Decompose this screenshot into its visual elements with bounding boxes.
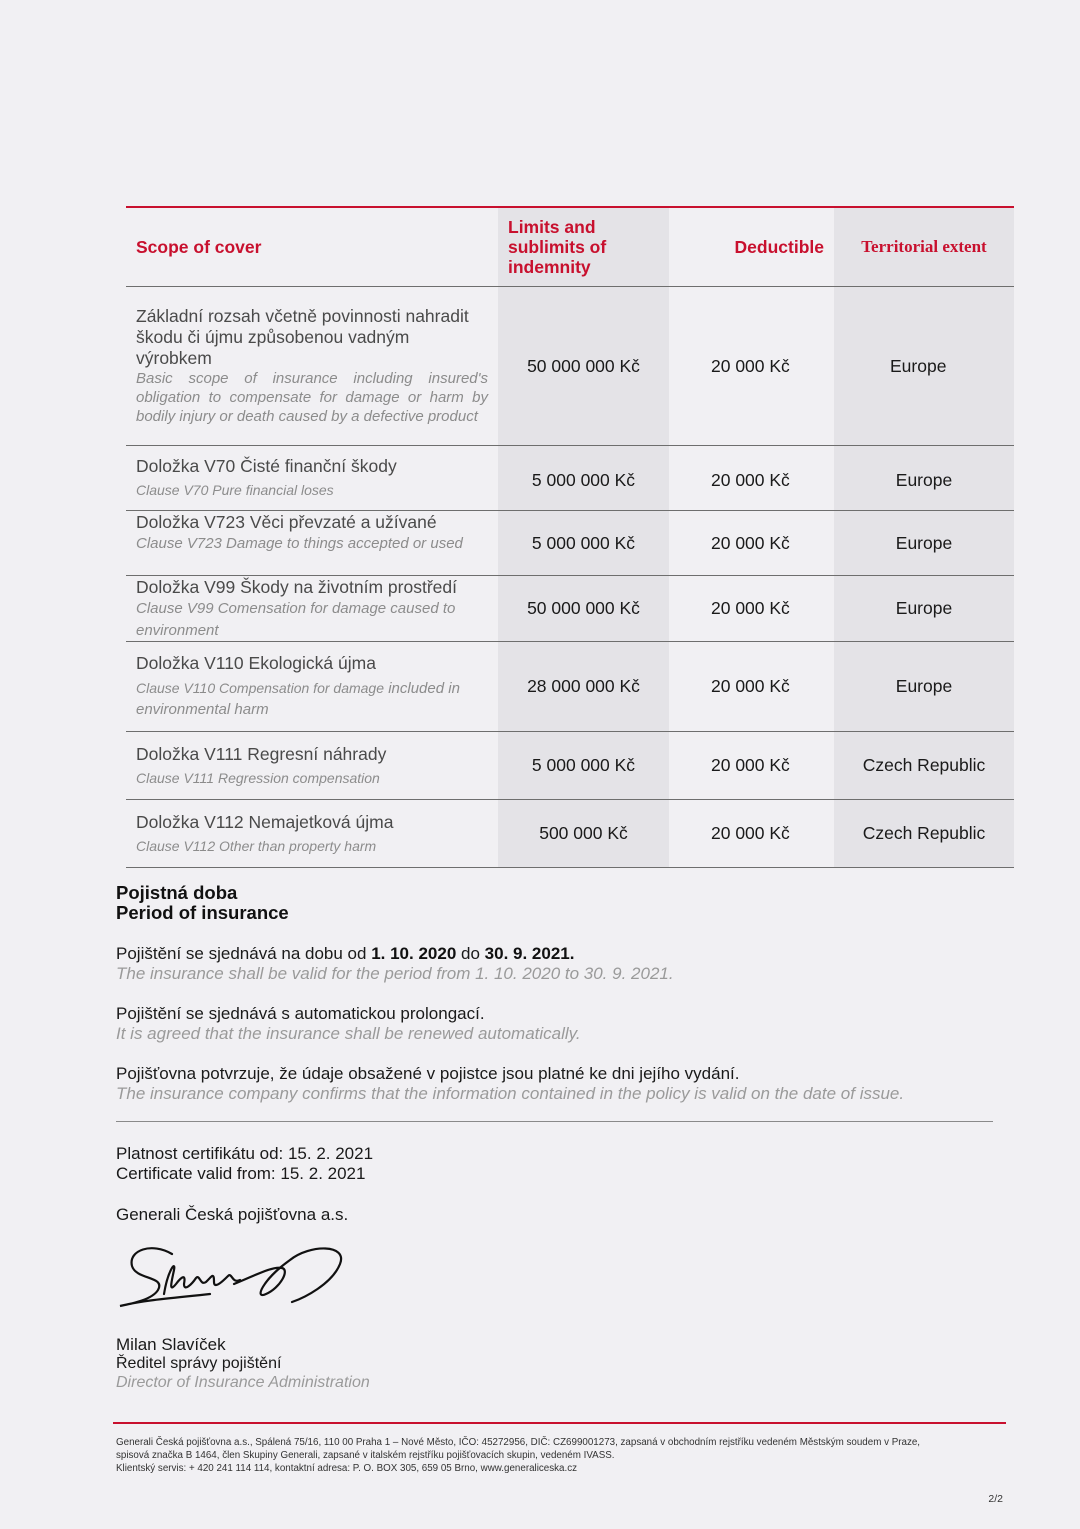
scope-en: Clause V111 Regression compensation xyxy=(136,769,380,786)
signer-title-cz: Ředitel správy pojištění xyxy=(116,1355,282,1372)
deductible-value: 20 000 Kč xyxy=(711,355,790,376)
table-row xyxy=(126,446,1014,511)
signature-image xyxy=(114,1240,354,1312)
scope-en: Clause V723 Damage to things accepted or used xyxy=(136,535,463,552)
scope-cz: Základní rozsah včetně povinnosti nahradit škodu či újmu způsobenou vadným výrobkem xyxy=(136,306,469,368)
territory-value: Europe xyxy=(895,469,953,490)
territory-value: Europe xyxy=(895,598,953,618)
signer-title-en: Director of Insurance Administration xyxy=(116,1374,370,1391)
deductible-value: 20 000 Kč xyxy=(711,532,790,553)
scope-en: Clause V70 Pure financial loses xyxy=(136,482,334,498)
limit-value: 5 000 000 Kč xyxy=(531,532,636,553)
header-scope: Scope of cover xyxy=(136,236,262,257)
territory-value: Czech Republic xyxy=(862,755,986,775)
limit-value: 50 000 000 Kč xyxy=(527,355,640,376)
table-row xyxy=(126,642,1014,732)
scope-en-part1: Clause V110 Compensation for damage xyxy=(136,680,385,696)
scope-en: Clause V112 Other than property harm xyxy=(136,837,377,854)
company-name: Generali Česká pojišťovna a.s. xyxy=(116,1205,349,1224)
date-from: 1. 10. 2020 xyxy=(371,944,457,963)
limit-value: 5 000 000 Kč xyxy=(531,469,636,490)
confirmation-cz: Pojišťovna potvrzuje, že údaje obsažené v pojistce jsou platné ke dni jejího vydání. xyxy=(116,1064,740,1083)
deductible-value: 20 000 Kč xyxy=(711,598,790,618)
territory-value: Europe xyxy=(895,676,953,696)
footer-line-1: Generali Česká pojišťovna a.s., Spálená 75/16, 110 00 Praha 1 – Nové Město, IČO: 45272956, DIČ: CZ699001273, zapsaná v obchodním rejstříku vedeném Městským soudem v Praze, xyxy=(116,1437,921,1448)
deductible-value: 20 000 Kč xyxy=(711,676,790,696)
territory-value: Czech Republic xyxy=(862,823,986,843)
footer xyxy=(116,1436,996,1475)
table-row xyxy=(126,511,1014,576)
table-row xyxy=(126,800,1014,868)
deductible-value: 20 000 Kč xyxy=(711,469,790,490)
date-to: 30. 9. 2021. xyxy=(484,944,575,963)
table-row xyxy=(126,576,1014,642)
confirmation-en: The insurance company confirms that the information contained in the policy is valid on the date of issue. xyxy=(116,1084,905,1103)
scope-of-cover-table xyxy=(126,206,1014,868)
footer-divider xyxy=(113,1422,1006,1424)
scope-en: Clause V99 Comensation for damage caused to environment xyxy=(136,600,456,639)
scope-en-part2: included in environmental harm xyxy=(136,680,460,718)
period-paragraph-cz: Pojištění se sjednává na dobu od 1. 10. 2020 do 30. 9. 2021. xyxy=(116,944,575,963)
deductible-value: 20 000 Kč xyxy=(711,823,790,843)
scope-en: Basic scope of insurance including insured's obligation to compensate for damage or harm by bodily injury or death caused by a defective product xyxy=(136,370,488,425)
territory-value: Europe xyxy=(895,532,953,553)
prolongation-en: It is agreed that the insurance shall be renewed automatically. xyxy=(116,1024,581,1043)
table-row xyxy=(126,732,1014,800)
certificate-valid-en: Certificate valid from: 15. 2. 2021 xyxy=(116,1164,366,1183)
territory-value: Europe xyxy=(890,355,947,376)
limit-value: 50 000 000 Kč xyxy=(527,598,640,618)
page-number: 2/2 xyxy=(988,1493,1003,1505)
divider xyxy=(116,1121,993,1122)
prolongation-cz: Pojištění se sjednává s automatickou prolongací. xyxy=(116,1004,485,1023)
scope-cz: Doložka V99 Škody na životním prostředí xyxy=(136,577,457,597)
scope-cz: Doložka V110 Ekologická újma xyxy=(136,653,376,673)
limit-value: 500 000 Kč xyxy=(539,823,628,843)
scope-cz: Doložka V70 Čisté finanční škody xyxy=(136,456,397,476)
period-heading-en: Period of insurance xyxy=(116,902,289,923)
scope-cz: Doložka V111 Regresní náhrady xyxy=(136,743,387,764)
table-header-row xyxy=(126,208,1014,287)
scope-cz: Doložka V723 Věci převzaté a užívané xyxy=(136,512,437,532)
header-deductible: Deductible xyxy=(734,236,824,257)
limit-value: 28 000 000 Kč xyxy=(527,676,640,696)
signer-name: Milan Slavíček xyxy=(116,1335,226,1354)
footer-line-3: Klientský servis: + 420 241 114 114, kontaktní adresa: P. O. BOX 305, 659 05 Brno, www.generaliceska.cz xyxy=(116,1463,577,1474)
table-row xyxy=(126,287,1014,446)
header-territory: Territorial extent xyxy=(861,237,987,256)
header-limits: Limits and sublimits of indemnity xyxy=(508,217,607,277)
deductible-value: 20 000 Kč xyxy=(711,755,790,775)
certificate-valid-cz: Platnost certifikátu od: 15. 2. 2021 xyxy=(116,1144,374,1163)
scope-cz: Doložka V112 Nemajetková újma xyxy=(136,811,394,832)
limit-value: 5 000 000 Kč xyxy=(531,755,636,775)
footer-line-2: spisová značka B 1464, člen Skupiny Generali, zapsané v italském rejstříku pojišťovacích skupin, vedeném IVASS. xyxy=(116,1450,615,1461)
period-heading-cz: Pojistná doba xyxy=(116,882,238,903)
period-paragraph-en: The insurance shall be valid for the period from 1. 10. 2020 to 30. 9. 2021. xyxy=(116,964,674,983)
